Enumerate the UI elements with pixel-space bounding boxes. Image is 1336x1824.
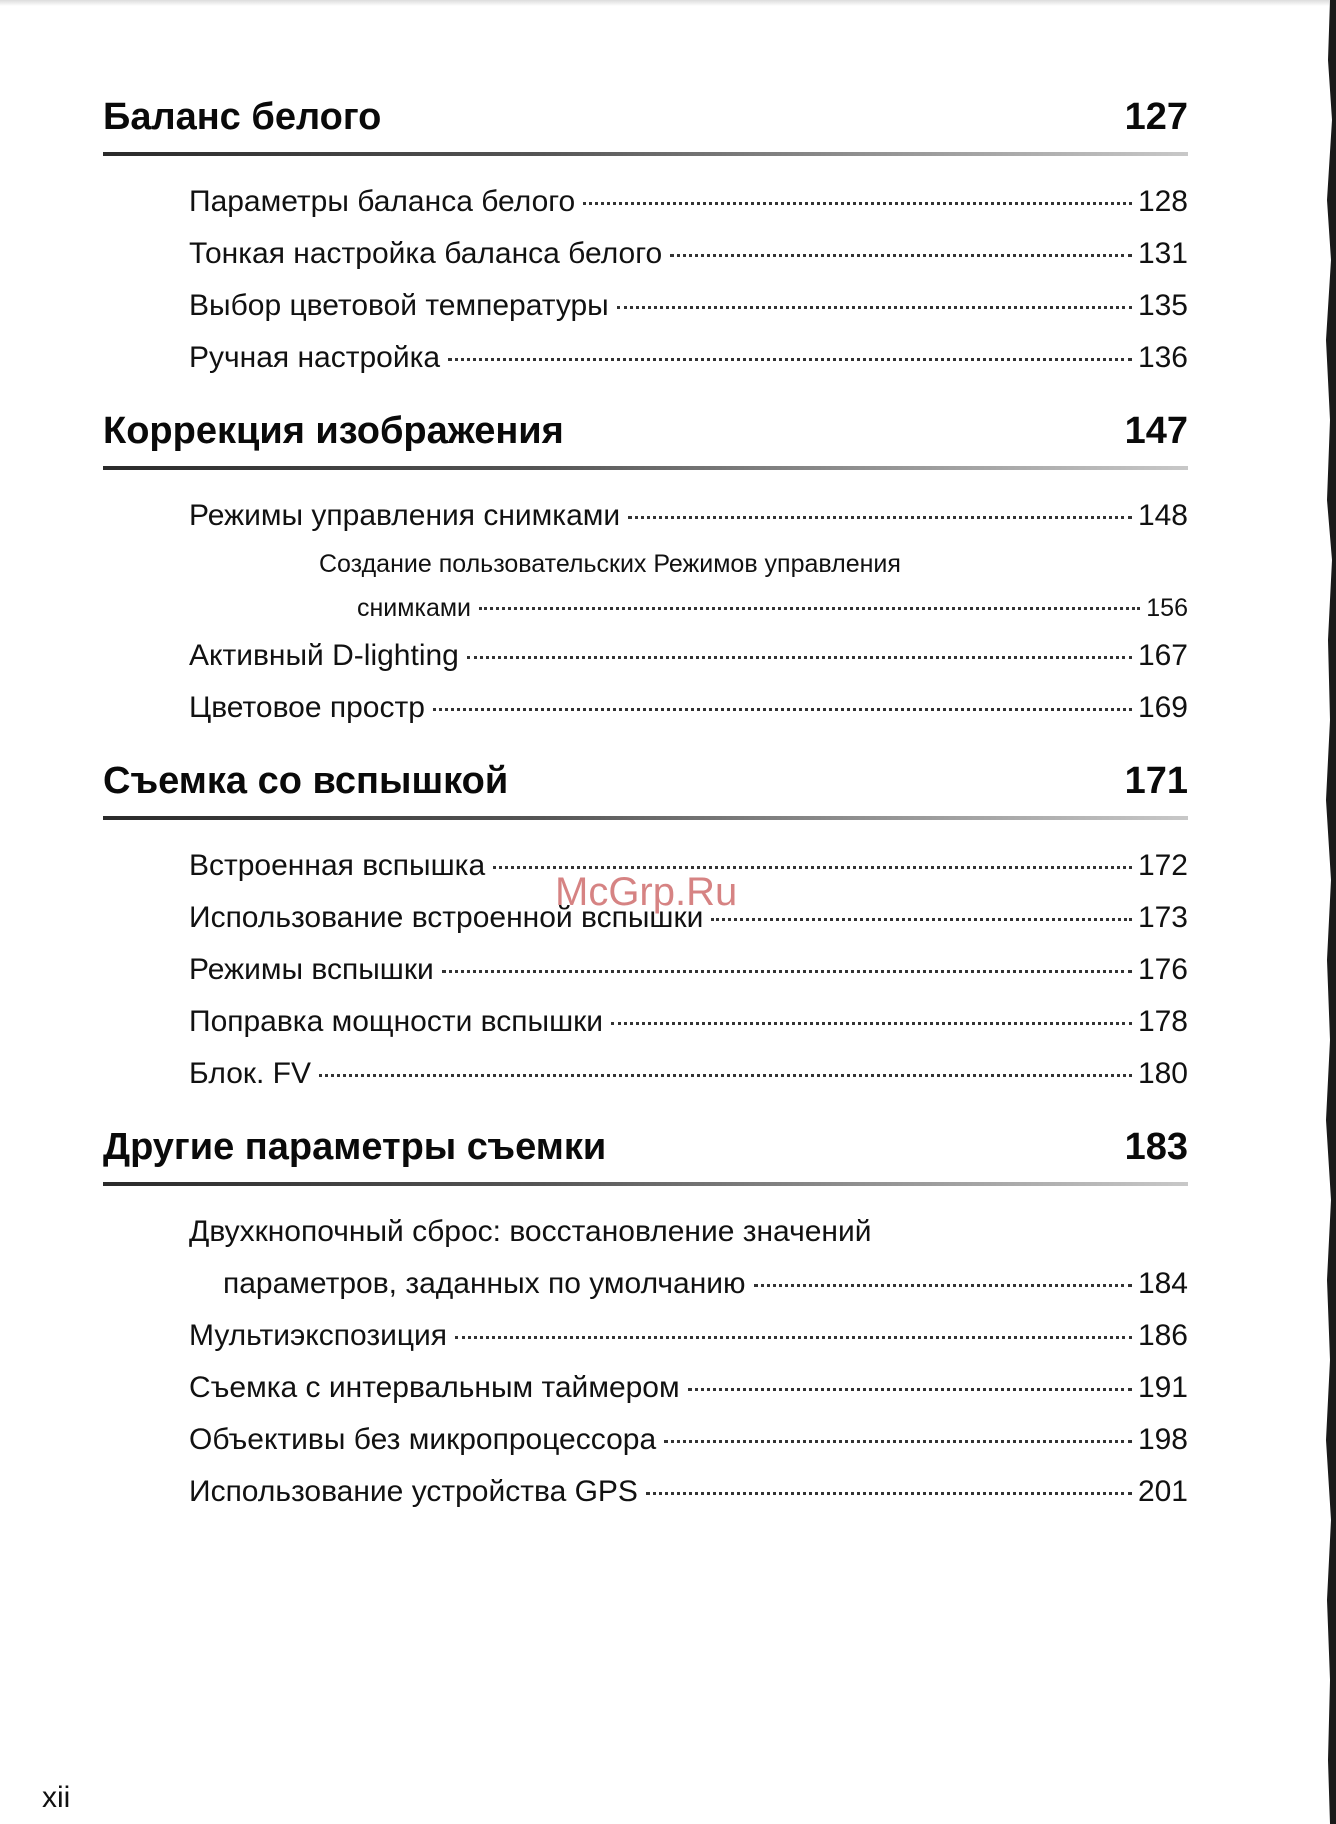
subentry-lead-line[interactable]: Создание пользовательских Режимов управления — [319, 550, 901, 578]
entry-title: Ручная настройка — [189, 341, 441, 374]
section-title: Съемка со вспышкой — [103, 760, 509, 802]
section-page: 127 — [1124, 96, 1188, 138]
toc-entry[interactable] — [189, 630, 1188, 682]
watermark: McGrp.Ru — [555, 870, 738, 914]
entry-title: Встроенная вспышка — [189, 849, 486, 882]
dot-leader — [754, 1284, 1132, 1287]
dot-leader — [617, 306, 1132, 309]
entry-page: 148 — [1137, 499, 1188, 532]
dot-leader — [448, 358, 1132, 361]
toc-entry[interactable] — [189, 1310, 1188, 1362]
entry-page: 136 — [1137, 341, 1188, 374]
section-title: Коррекция изображения — [103, 410, 564, 452]
entry-page: 176 — [1137, 953, 1188, 986]
section-heading[interactable] — [103, 402, 1188, 460]
toc-entry[interactable] — [189, 1048, 1188, 1100]
dot-leader — [493, 866, 1132, 869]
subentry-page: 156 — [1146, 594, 1188, 622]
entry-page: 198 — [1137, 1423, 1188, 1456]
toc-entry[interactable] — [189, 280, 1188, 332]
entry-page: 173 — [1137, 901, 1188, 934]
entry-page: 184 — [1137, 1267, 1188, 1300]
entry-page: 178 — [1137, 1005, 1188, 1038]
section-rule — [103, 1182, 1188, 1186]
toc-entry[interactable] — [189, 332, 1188, 384]
section-heading[interactable] — [103, 1118, 1188, 1176]
section-page: 183 — [1124, 1126, 1188, 1168]
section-title: Другие параметры съемки — [103, 1126, 607, 1168]
toc-entry[interactable] — [189, 1466, 1188, 1518]
entry-title: Цветовое простр — [189, 691, 425, 724]
section-rule — [103, 816, 1188, 820]
entry-page: 167 — [1137, 639, 1188, 672]
entry-title: Выбор цветовой температуры — [189, 289, 609, 322]
entry-lead-line[interactable]: Двухкнопочный сброс: восстановление значений — [189, 1215, 872, 1248]
entry-title: Использование устройства GPS — [189, 1475, 638, 1508]
entry-title: Активный D-lighting — [189, 639, 459, 672]
section-rule — [103, 466, 1188, 470]
toc-section — [103, 88, 1188, 384]
section-title: Баланс белого — [103, 96, 382, 138]
toc-section — [103, 402, 1188, 734]
scan-right-edge — [1324, 0, 1336, 1824]
toc-entry[interactable] — [189, 1362, 1188, 1414]
entry-page: 128 — [1137, 185, 1188, 218]
toc-subentry[interactable] — [189, 586, 1188, 630]
entry-title: Тонкая настройка баланса белого — [189, 237, 663, 270]
entry-title: Поправка мощности вспышки — [189, 1005, 604, 1038]
section-entries — [103, 176, 1188, 384]
entry-title: Мультиэкспозиция — [189, 1319, 448, 1352]
entry-page: 169 — [1137, 691, 1188, 724]
dot-leader — [479, 607, 1140, 610]
entry-title: параметров, заданных по умолчанию — [223, 1267, 746, 1300]
dot-leader — [688, 1388, 1132, 1391]
toc-entry[interactable] — [189, 490, 1188, 542]
entry-title: Режимы вспышки — [189, 953, 434, 986]
entry-page: 201 — [1137, 1475, 1188, 1508]
dot-leader — [467, 656, 1132, 659]
dot-leader — [611, 1022, 1132, 1025]
entry-title: Съемка с интервальным таймером — [189, 1371, 680, 1404]
dot-leader — [711, 918, 1132, 921]
subentry-title: снимками — [357, 594, 472, 622]
dot-leader — [433, 708, 1132, 711]
dot-leader — [583, 202, 1132, 205]
toc-entry[interactable] — [189, 944, 1188, 996]
section-page: 171 — [1124, 760, 1188, 802]
dot-leader — [442, 970, 1132, 973]
section-entries — [103, 1206, 1188, 1518]
section-heading[interactable] — [103, 752, 1188, 810]
section-rule — [103, 152, 1188, 156]
toc-entry[interactable] — [189, 176, 1188, 228]
dot-leader — [455, 1336, 1132, 1339]
entry-title: Объективы без микропроцессора — [189, 1423, 657, 1456]
entry-title: Параметры баланса белого — [189, 185, 576, 218]
dot-leader — [319, 1074, 1132, 1077]
table-of-contents — [103, 88, 1188, 1536]
section-page: 147 — [1124, 410, 1188, 452]
section-entries — [103, 490, 1188, 734]
page-number: xii — [42, 1781, 71, 1814]
entry-page: 172 — [1137, 849, 1188, 882]
toc-entry[interactable] — [189, 682, 1188, 734]
entry-page: 191 — [1137, 1371, 1188, 1404]
entry-title: Использование встроенной вспышки — [189, 901, 704, 934]
entry-title: Блок. FV — [189, 1057, 312, 1090]
entry-page: 180 — [1137, 1057, 1188, 1090]
dot-leader — [628, 516, 1132, 519]
toc-entry[interactable] — [189, 1414, 1188, 1466]
entry-title: Режимы управления снимками — [189, 499, 621, 532]
toc-entry[interactable] — [189, 996, 1188, 1048]
toc-entry[interactable] — [189, 228, 1188, 280]
toc-section — [103, 1118, 1188, 1518]
dot-leader — [664, 1440, 1132, 1443]
entry-page: 135 — [1137, 289, 1188, 322]
dot-leader — [670, 254, 1132, 257]
dot-leader — [646, 1492, 1132, 1495]
section-heading[interactable] — [103, 88, 1188, 146]
entry-page: 131 — [1137, 237, 1188, 270]
toc-section — [103, 752, 1188, 1100]
toc-entry[interactable] — [189, 1258, 1188, 1310]
scan-top-edge — [0, 0, 1336, 6]
entry-page: 186 — [1137, 1319, 1188, 1352]
